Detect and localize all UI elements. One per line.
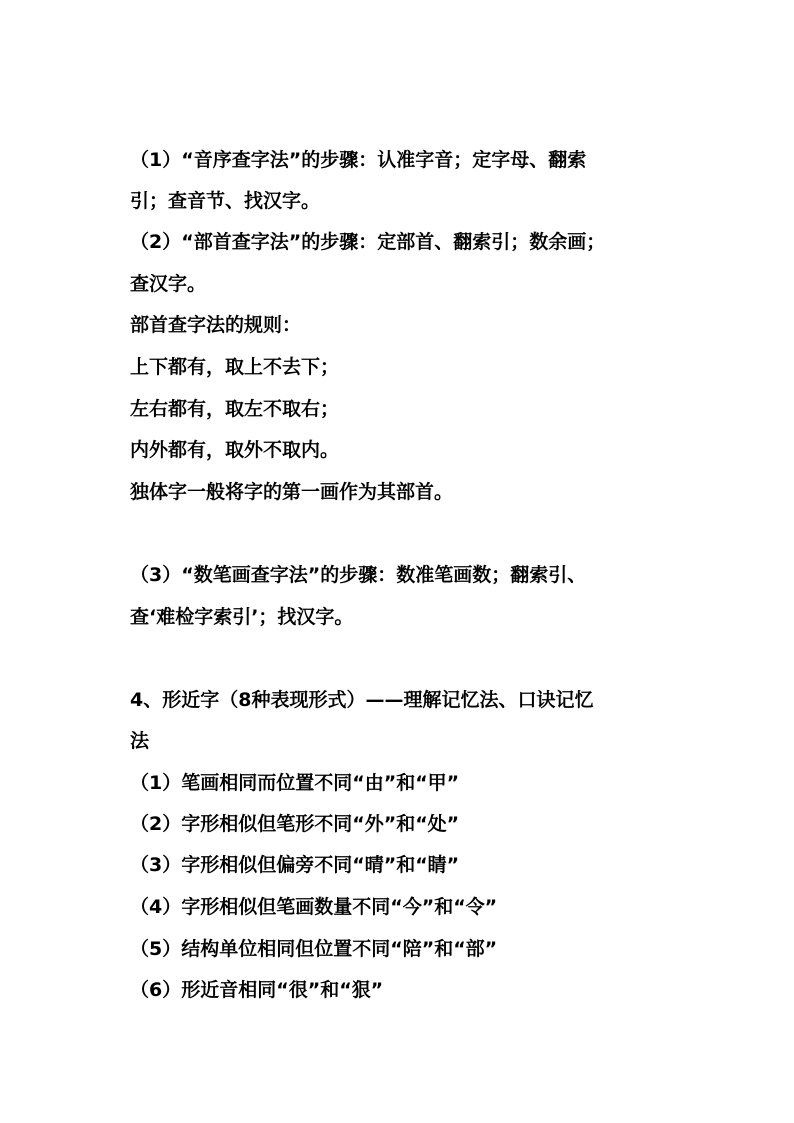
text-line: 查‘难检字索引’；找汉字。 [130,606,354,628]
text-line: 查汉字。 [130,273,207,295]
section-heading: 4、形近字（8种表现形式）——理解记忆法、口诀记忆 [130,689,594,711]
list-item: （3）字形相似但偏旁不同“晴”和“睛” [130,854,460,876]
list-item: （4）字形相似但笔画数量不同“今”和“令” [130,896,498,918]
text-line: 上下都有，取上不去下； [130,356,340,378]
text-line: 引；查音节、找汉字。 [130,190,321,212]
text-line: 法 [130,730,150,752]
text-line: 独体字一般将字的第一画作为其部首。 [130,481,454,503]
list-item: （1）笔画相同而位置不同“由”和“甲” [130,772,460,794]
list-item: （2）字形相似但笔形不同“外”和“处” [130,813,460,835]
text-line: 内外都有，取外不取内。 [130,439,340,461]
text-line: 部首查字法的规则： [130,314,302,336]
list-item: （6）形近音相同“很”和“狠” [130,979,384,1001]
text-line: （1）“音序查字法”的步骤：认准字音；定字母、翻索 [130,149,587,171]
text-line: （2）“部首查字法”的步骤：定部首、翻索引；数余画； [130,231,606,253]
list-item: （5）结构单位相同但位置不同“陪”和“部” [130,938,498,960]
text-line: （3）“数笔画查字法”的步骤：数准笔画数；翻索引、 [130,564,587,586]
text-line: 左右都有，取左不取右； [130,398,340,420]
